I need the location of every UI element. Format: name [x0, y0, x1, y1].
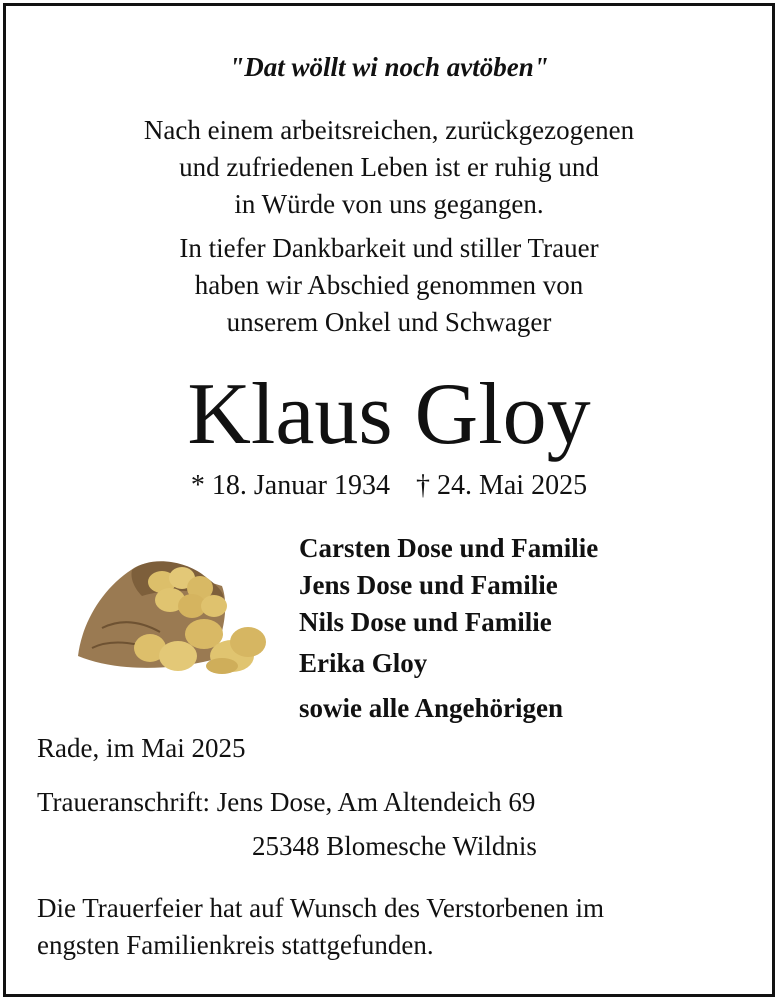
ceremony-line-2: engsten Familienkreis stattgefunden.: [37, 930, 434, 960]
mourner-3: Nils Dose und Familie: [299, 607, 552, 637]
potato-sack-icon: [72, 548, 272, 678]
intro-line-3: in Würde von uns gegangen.: [234, 189, 544, 219]
ceremony-line-1: Die Trauerfeier hat auf Wunsch des Verstorbenen im: [37, 893, 605, 923]
intro-line-4: In tiefer Dankbarkeit und stiller Trauer: [179, 233, 599, 263]
birth-date: * 18. Januar 1934: [190, 470, 390, 501]
mourner-5: sowie alle Angehörigen: [299, 693, 563, 723]
intro-line-5: haben wir Abschied genommen von: [194, 270, 584, 300]
intro-line-2: und zufriedenen Leben ist er ruhig und: [179, 152, 599, 182]
mourner-2: Jens Dose und Familie: [299, 570, 558, 600]
death-date: † 24. Mai 2025: [415, 470, 588, 501]
mourner-1: Carsten Dose und Familie: [299, 533, 599, 563]
life-dates: [0, 470, 778, 502]
address-line-1: Traueranschrift: Jens Dose, Am Altendeich 69: [37, 787, 536, 817]
motto: "Dat wöllt wi noch avtöben": [229, 52, 549, 82]
intro-line-6: unserem Onkel und Schwager: [226, 307, 552, 337]
intro-line-1: Nach einem arbeitsreichen, zurückgezogenen: [143, 115, 635, 145]
address-line-2: 25348 Blomesche Wildnis: [252, 831, 537, 861]
place-date: Rade, im Mai 2025: [37, 733, 246, 763]
deceased-name: Klaus Gloy: [187, 366, 591, 463]
mourner-4: Erika Gloy: [299, 648, 428, 678]
